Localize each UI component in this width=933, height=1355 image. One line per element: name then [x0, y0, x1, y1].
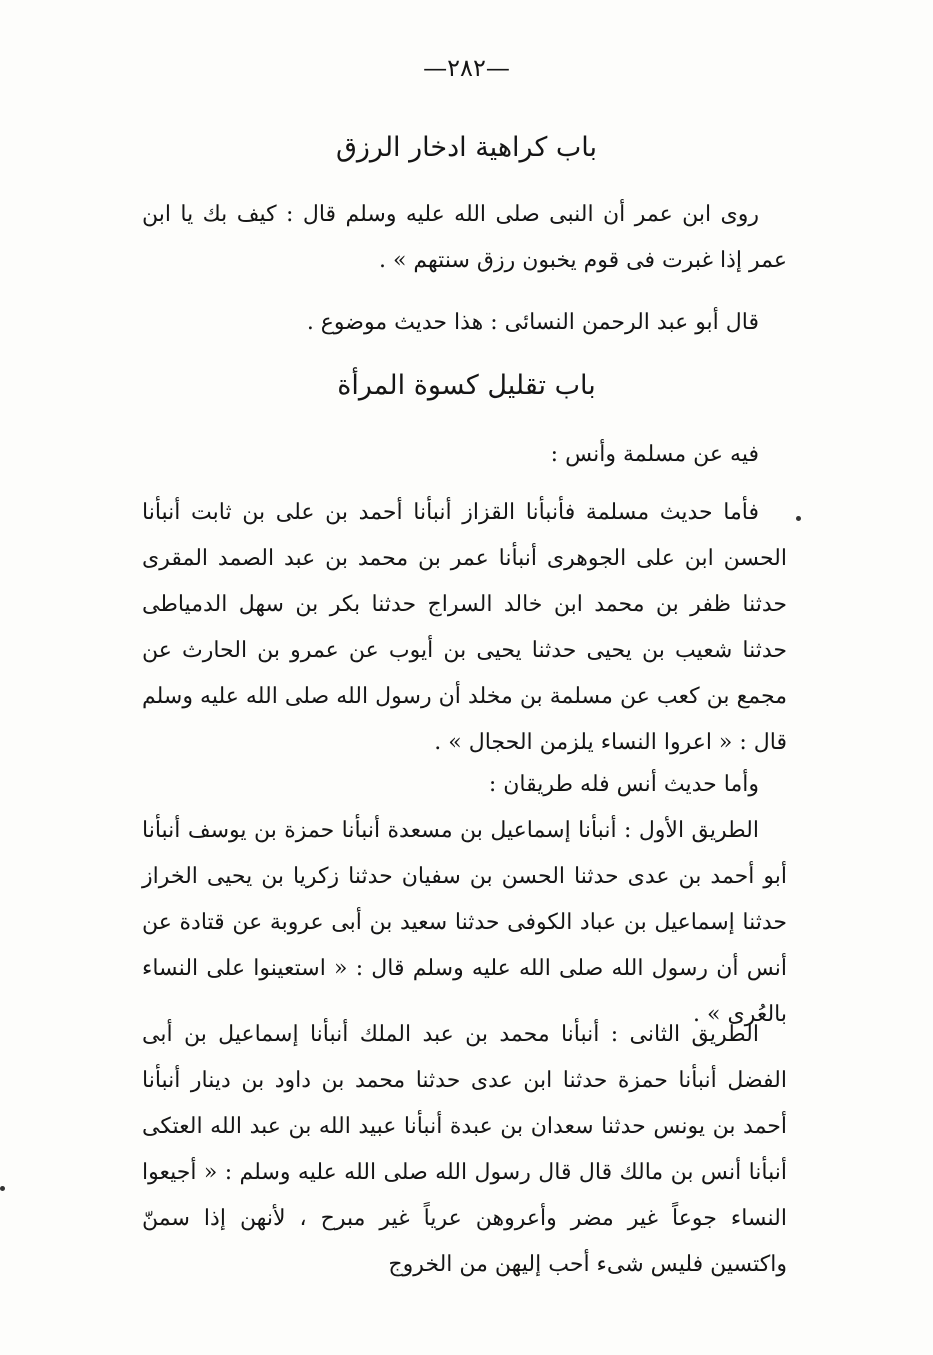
paragraph-maslama-hadith: فأما حديث مسلمة فأنبأنا القزاز أنبأنا أحمد بن على بن ثابت أنبأنا الحسن ابن على الجوهرى أنبأنا عمر بن محمد بن عبد الصمد المقرى حدثنا ظفر بن محمد ابن خالد السراج حدثنا بكر بن سهل الدمياطى حدثنا شعيب بن يحيى حدثنا يحيى بن أيوب عن عمرو بن الحارث عن مجمع بن كعب عن مسلمة بن مخلد أن رسول الله صلى الله عليه وسلم قال : « اعروا النساء يلزمن الحجال » .: [142, 500, 787, 755]
paragraph-nasai-verdict: قال أبو عبد الرحمن النسائى : هذا حديث موضوع .: [306, 310, 759, 335]
page-number: —٢٨٢—: [423, 54, 510, 82]
section-heading-hoarding: باب كراهية ادخار الرزق: [335, 132, 598, 163]
paragraph-intro-maslama-anas: فيه عن مسلمة وأنس :: [550, 442, 759, 467]
paragraph-first-chain: الطريق الأول : أنبأنا إسماعيل بن مسعدة أنبأنا حمزة بن يوسف أنبأنا أبو أحمد بن عدى حدثنا الحسن بن سفيان حدثنا زكريا بن يحيى الخراز حدثنا إسماعيل بن عباد الكوفى حدثنا سعيد بن أبى عروبة عن قتادة عن أنس أن رسول الله صلى الله عليه وسلم قال : « استعينوا على النساء بالعُرى » .: [142, 818, 787, 1027]
paragraph-second-chain: الطريق الثانى : أنبأنا محمد بن عبد الملك أنبأنا إسماعيل بن أبى الفضل أنبأنا حمزة حدثنا ابن عدى حدثنا محمد بن داود بن دينار أنبأنا أحمد بن يونس حدثنا سعدان بن عبدة أنبأنا عبيد الله بن عبد الله العتكى أنبأنا أنس بن مالك قال قال رسول الله صلى الله عليه وسلم : « أجيعوا النساء جوعاً غير مضر وأعروهن عرياً غير مبرح ، لأنهن إذا سمنّ واكتسين فليس شىء أحب إليهن من الخروج: [142, 1022, 787, 1277]
paragraph-anas-two-chains: وأما حديث أنس فله طريقان :: [488, 772, 759, 797]
margin-dot: [796, 516, 801, 521]
margin-dot: [0, 1186, 5, 1191]
paragraph-ibn-umar-hadith: روى ابن عمر أن النبى صلى الله عليه وسلم قال : كيف بك يا ابن عمر إذا غبرت فى قوم يخبون رزق سنتهم » .: [142, 202, 787, 273]
section-heading-clothing: باب تقليل كسوة المرأة: [337, 370, 596, 401]
